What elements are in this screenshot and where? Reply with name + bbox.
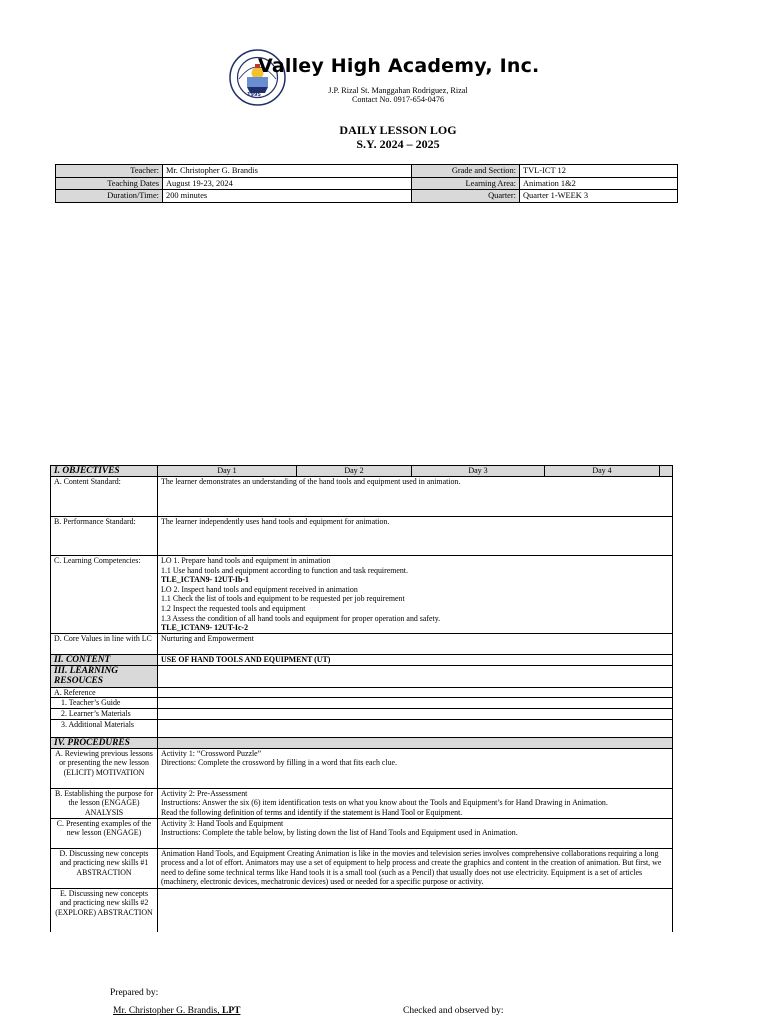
competency-code: TLE_ICTAN9- 12UT-Ib-1 bbox=[161, 575, 249, 585]
procedures-header-fill bbox=[158, 737, 673, 748]
learners-materials-value bbox=[158, 708, 673, 719]
teachers-guide-label: 1. Teacher’s Guide bbox=[51, 698, 158, 709]
grade-value: TVL-ICT 12 bbox=[520, 165, 678, 178]
competency-line: 1.3 Assess the condition of all hand tools and equipment for proper operation and safety. bbox=[161, 613, 441, 623]
procedure-line: Activity 1: “Crossword Puzzle” bbox=[161, 748, 262, 758]
prepared-by-name bbox=[113, 1006, 240, 1016]
day-header: Day 2 bbox=[297, 466, 412, 477]
competency-line: 1.2 Inspect the requested tools and equipment bbox=[161, 603, 306, 613]
day-header: Day 3 bbox=[412, 466, 545, 477]
content-standard-label: A. Content Standard: bbox=[51, 477, 158, 517]
content-header: II. CONTENT bbox=[51, 654, 158, 665]
school-contact: Contact No. 0917-654-0476 bbox=[351, 95, 445, 104]
procedure-c-label: C. Presenting examples of the new lesson (ENGAGE) bbox=[51, 818, 158, 848]
procedure-line: Read the following definition of terms and identify if the statement is Hand Tool or Equipment. bbox=[161, 807, 463, 817]
dates-label: Teaching Dates bbox=[56, 177, 163, 190]
dates-value: August 19-23, 2024 bbox=[163, 177, 412, 190]
day-header: Day 4 bbox=[545, 466, 660, 477]
competency-line: LO 1. Prepare hand tools and equipment in animation bbox=[161, 556, 331, 565]
info-table bbox=[55, 164, 678, 203]
competencies-label: C. Learning Competencies: bbox=[51, 556, 158, 634]
reference-label: A. Reference bbox=[51, 687, 158, 698]
competency-line: 1.1 Use hand tools and equipment according to function and task requirement. bbox=[161, 565, 408, 575]
prepared-name-text: Mr. Christopher G. Brandis, bbox=[113, 1006, 222, 1016]
document-title: DAILY LESSON LOG bbox=[339, 123, 457, 137]
day-header-blank bbox=[660, 466, 673, 477]
competency-line: LO 2. Inspect hand tools and equipment received in animation bbox=[161, 584, 358, 594]
content-standard-value: The learner demonstrates an understanding of the hand tools and equipment used in animation. bbox=[158, 477, 673, 517]
procedure-line: Activity 3: Hand Tools and Equipment bbox=[161, 818, 284, 828]
procedure-d-value: Animation Hand Tools, and Equipment Creating Animation is like in the movies and television series involves comprehensive collaborations requiring a long process and a lot of effort. Animators may use a set of equipment to help process and create the graphics and content in the creation of animation. But first, we need to define some technical terms like Hand tools it is a small tool (such as a Pencil) that usually does not use electricity. Equipment is a set of articles (machinery, electronic devices, mechatronic devices) used or needed for a specific purpose or activity. bbox=[158, 848, 673, 888]
lesson-log-table-container bbox=[50, 465, 673, 932]
performance-standard-value: The learner independently uses hand tools and equipment for animation. bbox=[158, 517, 673, 556]
core-values-label: D. Core Values in line with LC bbox=[51, 633, 158, 654]
learning-resources-blank bbox=[158, 665, 673, 687]
competency-code: TLE_ICTAN9- 12UT-Ic-2 bbox=[161, 623, 249, 633]
performance-standard-label: B. Performance Standard: bbox=[51, 517, 158, 556]
additional-materials-value bbox=[158, 719, 673, 737]
content-value: USE OF HAND TOOLS AND EQUIPMENT (UT) bbox=[158, 654, 673, 665]
additional-materials-label: 3. Additional Materials bbox=[51, 719, 158, 737]
grade-label: Grade and Section: bbox=[412, 165, 520, 178]
teacher-label: Teacher: bbox=[56, 165, 163, 178]
procedure-line: Activity 2: Pre-Assessment bbox=[161, 788, 248, 798]
area-label: Learning Area: bbox=[412, 177, 520, 190]
procedure-c-value bbox=[158, 818, 673, 848]
procedure-e-value bbox=[158, 888, 673, 932]
prepared-by-label: Prepared by: bbox=[110, 988, 159, 998]
area-value: Animation 1&2 bbox=[520, 177, 678, 190]
objectives-header: I. OBJECTIVES bbox=[51, 466, 158, 477]
procedure-a-value bbox=[158, 748, 673, 788]
procedure-b-label: B. Establishing the purpose for the lesson (ENGAGE) ANALYSIS bbox=[51, 788, 158, 818]
teachers-guide-value bbox=[158, 698, 673, 709]
school-year: S.Y. 2024 – 2025 bbox=[356, 137, 440, 151]
procedure-b-value bbox=[158, 788, 673, 818]
competencies-value bbox=[158, 556, 673, 634]
procedures-header: IV. PROCEDURES bbox=[51, 737, 158, 748]
duration-label: Duration/Time: bbox=[56, 190, 163, 203]
learners-materials-label: 2. Learner’s Materials bbox=[51, 708, 158, 719]
procedure-a-label: A. Reviewing previous lessons or presenting the new lesson (ELICIT) MOTIVATION bbox=[51, 748, 158, 788]
checked-by-label: Checked and observed by: bbox=[403, 1006, 504, 1016]
competency-line: 1.1 Check the list of tools and equipment to be requested per job requirement bbox=[161, 594, 405, 604]
quarter-label: Quarter: bbox=[412, 190, 520, 203]
teacher-value: Mr. Christopher G. Brandis bbox=[163, 165, 412, 178]
lesson-log-table bbox=[50, 465, 673, 932]
duration-value: 200 minutes bbox=[163, 190, 412, 203]
core-values-value: Nurturing and Empowerment bbox=[158, 633, 673, 654]
school-address: J.P. Rizal St. Manggahan Rodriguez, Rizal bbox=[328, 86, 468, 95]
logo-year: 1995 bbox=[247, 92, 261, 98]
procedure-line: Instructions: Answer the six (6) item identification tests on what you know about the Tools and Equipment’s for Hand Drawing in Animation. bbox=[161, 798, 608, 808]
reference-value bbox=[158, 687, 673, 698]
procedure-line: Instructions: Complete the table below, by listing down the list of Hand Tools and Equipment used in Animation. bbox=[161, 828, 518, 838]
learning-resources-header: III. LEARNING RESOUCES bbox=[51, 665, 158, 687]
procedure-d-label: D. Discussing new concepts and practicing new skills #1 ABSTRACTION bbox=[51, 848, 158, 888]
quarter-value: Quarter 1-WEEK 3 bbox=[520, 190, 678, 203]
procedure-line: Directions: Complete the crossword by filling in a word that fits each clue. bbox=[161, 758, 398, 768]
procedure-e-label: E. Discussing new concepts and practicing new skills #2 (EXPLORE) ABSTRACTION bbox=[51, 888, 158, 932]
prepared-name-suffix: LPT bbox=[221, 1006, 241, 1016]
day-header: Day 1 bbox=[158, 466, 297, 477]
school-name: Valley High Academy, Inc. bbox=[258, 55, 540, 77]
